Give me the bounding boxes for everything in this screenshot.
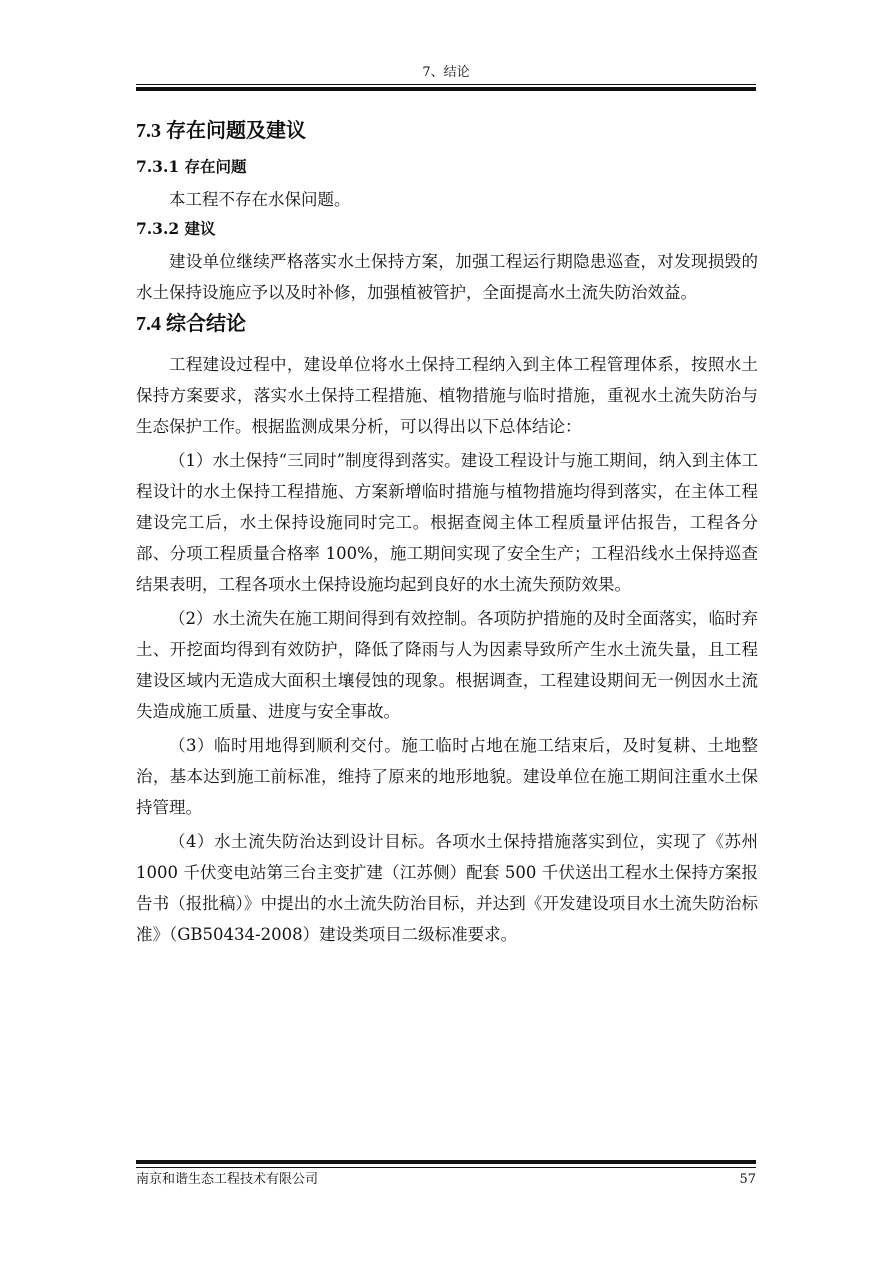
conclusion-item-1: （1）水土保持“三同时”制度得到落实。建设工程设计与施工期间，纳入到主体工程设计的水土保持工程措施、方案新增临时措施与植物措施均得到落实，在主体工程建设完工后，水土保持设施同时完工。根据查阅主体工程质量评估报告，工程各分部、分项工程质量合格率 100%，施工期间实现了安全生产；工程沿线水土保持巡查结果表明，工程各项水土保持设施均起到良好的水土流失预防效果。 bbox=[136, 451, 758, 594]
page-body bbox=[136, 118, 758, 953]
footer-rule-thick bbox=[136, 1160, 756, 1164]
section-7-3-2-title: 7.3.2 建议 bbox=[136, 219, 216, 238]
section-7-4-intro-paragraph: 工程建设过程中，建设单位将水土保持工程纳入到主体工程管理体系，按照水土保持方案要求，落实水土保持工程措施、植物措施与临时措施，重视水土流失防治与生态保护工作。根据监测成果分析，可以得出以下总体结论： bbox=[136, 355, 758, 436]
section-7-4-title: 7.4 综合结论 bbox=[136, 313, 246, 335]
conclusion-item-3: （3）临时用地得到顺利交付。施工临时占地在施工结束后，及时复耕、土地整治，基本达到施工前标准，维持了原来的地形地貌。建设单位在施工期间注重水土保持管理。 bbox=[136, 736, 758, 817]
page-number: 57 bbox=[739, 1172, 756, 1187]
header-rule-thick bbox=[136, 87, 756, 91]
header-rule-thin bbox=[136, 84, 756, 85]
running-header: 7、结论 bbox=[422, 65, 470, 80]
conclusion-item-4: （4）水土流失防治达到设计目标。各项水土保持措施落实到位，实现了《苏州 1000 千伏变电站第三台主变扩建（江苏侧）配套 500 千伏送出工程水土保持方案报告书（报批稿）》中提出的水土流失防治目标，并达到《开发建设项目水土流失防治标准》（GB50434-2008）建设类项目二级标准要求。 bbox=[136, 832, 758, 944]
footer-rule-thin bbox=[136, 1167, 756, 1168]
section-7-3-2-paragraph: 建设单位继续严格落实水土保持方案，加强工程运行期隐患巡查，对发现损毁的水土保持设施应予以及时补修，加强植被管护，全面提高水土流失防治效益。 bbox=[136, 252, 758, 302]
section-7-3-title: 7.3 存在问题及建议 bbox=[136, 120, 306, 142]
section-7-3-1-paragraph: 本工程不存在水保问题。 bbox=[169, 190, 351, 209]
section-7-3-1-title: 7.3.1 存在问题 bbox=[136, 157, 247, 176]
conclusion-item-2: （2）水土流失在施工期间得到有效控制。各项防护措施的及时全面落实，临时弃土、开挖面均得到有效防护，降低了降雨与人为因素导致所产生水土流失量，且工程建设区域内无造成大面积土壤侵蚀的现象。根据调查，工程建设期间无一例因水土流失造成施工质量、进度与安全事故。 bbox=[136, 609, 758, 721]
footer-company-name: 南京和谐生态工程技术有限公司 bbox=[136, 1172, 319, 1187]
